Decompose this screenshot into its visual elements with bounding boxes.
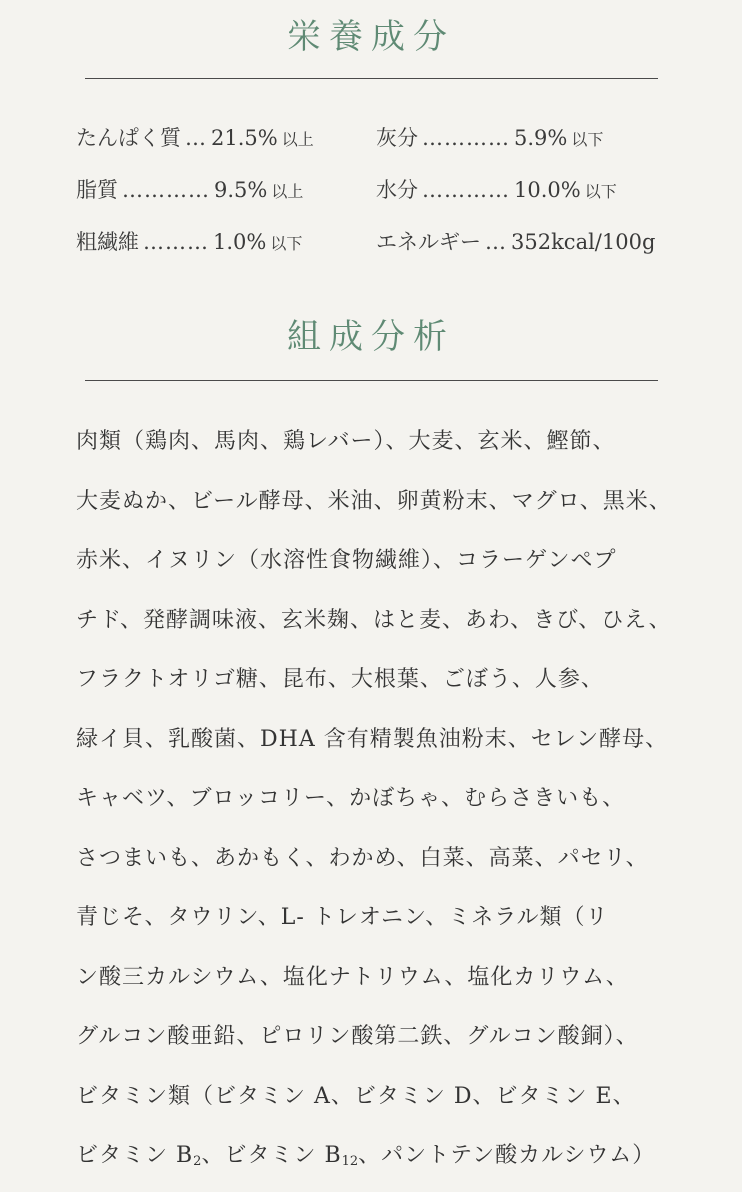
composition-line: チド、発酵調味液、玄米麹、はと麦、あわ、きび、ひえ、: [76, 607, 672, 633]
nutrient-value: 1.0%: [213, 230, 267, 254]
nutrient-label: たんぱく質: [76, 126, 181, 150]
composition-line: 赤米、イヌリン（水溶性食物繊維）、コラーゲンペプ: [76, 548, 617, 573]
composition-line: 青じそ、タウリン、L- トレオニン、ミネラル類（リ: [76, 905, 609, 930]
composition-divider: [85, 380, 658, 381]
nutrient-qualifier: 以上: [271, 182, 304, 201]
composition-line: キャベツ、ブロッコリー、かぼちゃ、むらさきいも、: [76, 786, 626, 811]
leader-dots: …: [485, 230, 507, 254]
nutrient-fiber: [76, 216, 302, 270]
nutrient-energy: [376, 216, 659, 268]
nutrition-row: [76, 164, 716, 216]
subscript-2: 2: [193, 1154, 202, 1169]
nutrient-label: 粗繊維: [76, 230, 139, 254]
composition-line: 肉類（鶏肉、馬肉、鶏レバー）、大麦、玄米、鰹節、: [76, 429, 616, 454]
composition-line: ン酸三カルシウム、塩化ナトリウム、塩化カリウム、: [76, 964, 629, 990]
composition-line: ビタミン類（ビタミン A、ビタミン D、ビタミン E、: [76, 1083, 636, 1109]
nutrient-value: 10.0%: [514, 178, 581, 202]
composition-text: [76, 412, 676, 1186]
nutrient-value: 21.5%: [211, 126, 278, 150]
nutrition-row: [76, 216, 716, 268]
nutrient-label: 灰分: [376, 126, 418, 150]
nutrient-fat: [76, 164, 303, 218]
leader-dots: …………: [422, 126, 510, 150]
composition-line-last: [76, 1126, 676, 1186]
pantothenate-text: 、パントテン酸カルシウム）: [358, 1143, 656, 1168]
vitamin-b2-text: ビタミン B: [76, 1143, 194, 1168]
nutrient-protein: [76, 112, 314, 166]
nutrient-qualifier: 以上: [281, 130, 314, 149]
nutrient-ash: [376, 112, 603, 166]
nutrient-value: 352kcal/100g: [511, 230, 656, 254]
composition-line: さつまいも、あかもく、わかめ、白菜、高菜、パセリ、: [76, 845, 649, 871]
nutrient-label: 脂質: [76, 178, 118, 202]
leader-dots: ………: [143, 230, 209, 254]
nutrient-value: 9.5%: [214, 178, 268, 202]
nutrient-qualifier: 以下: [571, 130, 604, 149]
vitamin-b12-text: 、ビタミン B: [201, 1143, 342, 1168]
composition-line: フラクトオリゴ糖、昆布、大根葉、ごぼう、人参、: [76, 667, 604, 692]
leader-dots: …………: [422, 178, 510, 202]
nutrient-label: 水分: [376, 178, 418, 202]
composition-line: グルコン酸亜鉛、ピロリン酸第二鉄、グルコン酸銅）、: [76, 1024, 639, 1049]
nutrition-divider: [85, 78, 658, 79]
leader-dots: …………: [122, 178, 210, 202]
nutrition-row: [76, 112, 716, 164]
nutrient-label: エネルギー: [376, 230, 481, 254]
composition-line: 大麦ぬか、ビール酵母、米油、卵黄粉末、マグロ、黒米、: [76, 488, 672, 514]
nutrient-value: 5.9%: [514, 126, 568, 150]
composition-line: 緑イ貝、乳酸菌、DHA 含有精製魚油粉末、セレン酵母、: [76, 726, 669, 752]
nutrient-moisture: [376, 164, 617, 218]
leader-dots: …: [185, 126, 207, 150]
nutrition-table: [76, 112, 716, 268]
nutrition-title: 栄養成分: [287, 17, 455, 57]
nutrient-qualifier: 以下: [584, 182, 617, 201]
composition-title: 組成分析: [287, 317, 455, 357]
subscript-12: 12: [341, 1154, 359, 1169]
nutrient-qualifier: 以下: [270, 234, 303, 253]
